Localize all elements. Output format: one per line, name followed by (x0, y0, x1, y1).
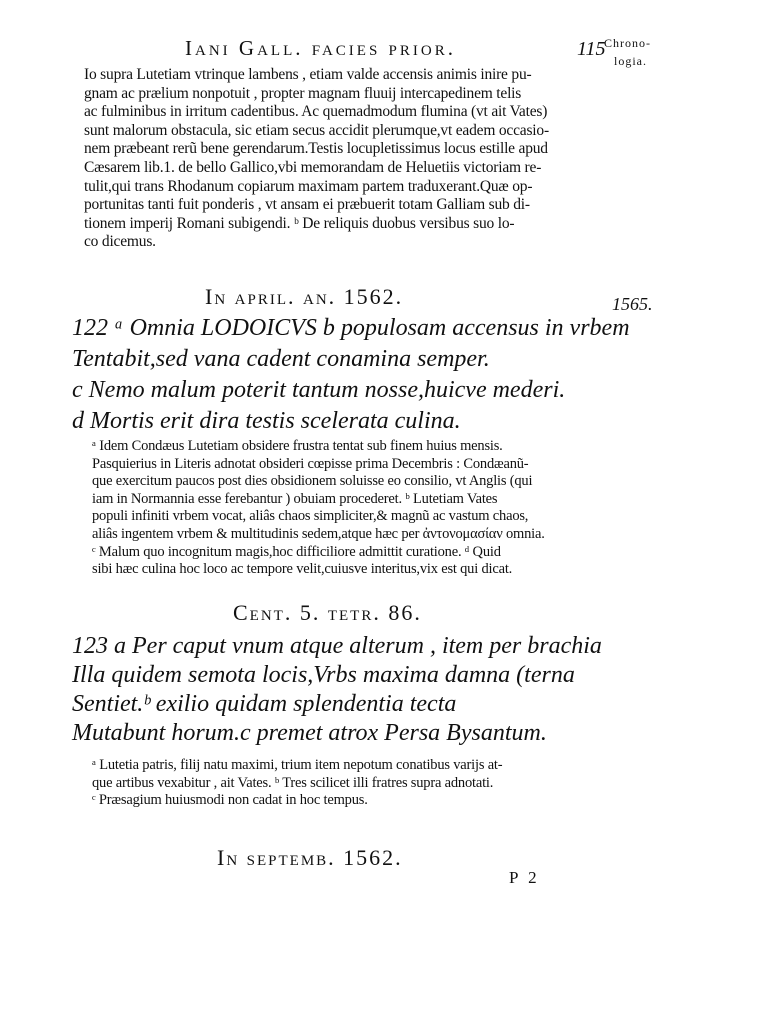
note-line: aliâs ingentem vrbem & multitudinis sedem,atque hæc per ἀντονομασίαν omnia. (92, 525, 545, 542)
note-line: ᶜ Præsagium huiusmodi non cadat in hoc tempus. (92, 792, 368, 809)
verse-line: Mutabunt horum.c premet atrox Persa Bysantum. (72, 720, 547, 746)
note-line: ᶜ Malum quo incognitum magis,hoc difficiliore admittit curatione. ᵈ Quid (92, 543, 501, 560)
verse-line: Sentiet.ᵇ exilio quidam splendentia tecta (72, 691, 457, 717)
commentary-notes (92, 438, 545, 579)
text-line: portunitas tanti fuit ponderis , vt ansam ei præbuerit totam Galliam sub di- (84, 196, 530, 214)
margin-note-line: logia. (614, 54, 647, 68)
text-line: ac fulminibus in irritum cadentibus. Ac quemadmodum flumina (vt ait Vates) (84, 103, 548, 121)
verse-block (72, 313, 630, 437)
note-line: sibi hæc culina hoc loco ac tempore velit,cuiusve interitus,vix est qui dicat. (92, 561, 513, 578)
text-line: gnam ac prælium nonpotuit , propter magnam fluuij intercapedinem telis (84, 84, 522, 102)
text-line: nem præbeant rerũ bene gerendarum.Testis locupletissimus locus estille apud (84, 140, 548, 158)
note-line: ᵃ Lutetia patris, filij natu maximi, trium item nepotum conatibus varijs at- (92, 757, 503, 773)
verse-line: Tentabit,sed vana cadent conamina semper. (72, 346, 490, 372)
signature-mark: P 2 (509, 868, 540, 887)
text-line: Io supra Lutetiam vtrinque lambens , etiam valde accensis animis inire pu- (84, 66, 532, 83)
note-line: ᵃ Idem Condæus Lutetiam obsidere frustra tentat sub finem huius mensis. (92, 438, 503, 454)
verse-line: 123 a Per caput vnum atque alterum , item per brachia (72, 633, 602, 659)
note-line: Pasquierius in Literis adnotat obsideri cœpisse prima Decembris : Condæanũ- (92, 455, 529, 472)
commentary-notes (92, 757, 502, 810)
intro-paragraph (84, 66, 549, 252)
margin-note-line: Chrono- (604, 36, 651, 50)
text-line: tulit,qui trans Rhodanum copiarum maximam partem traduxerant.Quæ op- (84, 177, 533, 195)
verse-line: d Mortis erit dira testis scelerata culina. (72, 408, 461, 434)
section-heading: Cent. 5. tetr. 86. (233, 600, 422, 625)
text-line: tionem imperij Romani subigendi. ᵇ De reliquis duobus versibus suo lo- (84, 214, 515, 232)
verse-block (72, 632, 602, 748)
text-line: co dicemus. (84, 233, 156, 251)
margin-year: 1565. (612, 294, 653, 314)
running-head: Iani Gall. facies prior. (185, 36, 456, 60)
verse-line: 122 ᵃ Omnia LODOICVS b populosam accensus in vrbem (72, 315, 630, 341)
text-line: Cæsarem lib.1. de bello Gallico,vbi memorandam de Heluetiis victoriam re- (84, 158, 542, 176)
note-line: que artibus vexabitur , ait Vates. ᵇ Tres scilicet illi fratres supra adnotati. (92, 774, 494, 791)
page-number: 115 (577, 38, 606, 60)
section-heading: In april. an. 1562. (205, 284, 404, 309)
verse-line: c Nemo malum poterit tantum nosse,huicve mederi. (72, 377, 566, 403)
note-line: populi infiniti vrbem vocat, aliâs chaos simpliciter,& magnũ ac vastum chaos, (92, 508, 529, 525)
margin-note-chronologia (604, 34, 651, 70)
text-line: sunt malorum obstacula, sic etiam secus accidit plerumque,vt eadem occasio- (84, 121, 549, 139)
note-line: que exercitum paucos post dies obsidionem soluisse eo consilio, vt Anglis (qui (92, 473, 533, 490)
note-line: iam in Normannia esse ferebantur ) obuiam procederet. ᵇ Lutetiam Vates (92, 490, 498, 507)
catchword-heading: In septemb. 1562. (217, 845, 403, 870)
verse-line: Illa quidem semota locis,Vrbs maxima damna (terna (72, 662, 575, 688)
